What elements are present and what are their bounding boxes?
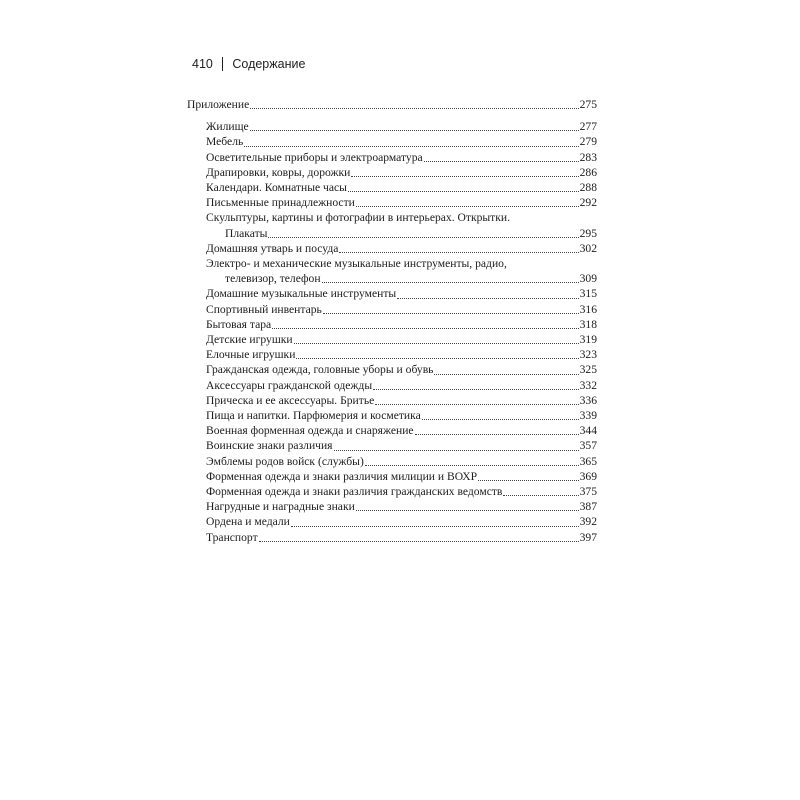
toc-entry[interactable] [187, 393, 597, 408]
toc-entry-title: Эмблемы родов войск (службы) [206, 454, 364, 468]
dot-leader [272, 328, 578, 329]
toc-entry-title: Домашняя утварь и посуда [206, 241, 339, 255]
toc-entry-page: 339 [579, 409, 597, 423]
dot-leader [339, 252, 578, 253]
dot-leader [259, 541, 579, 542]
toc-entry[interactable] [187, 408, 597, 423]
toc-entry[interactable] [187, 469, 597, 484]
toc-entry-page: 295 [579, 226, 597, 240]
dot-leader [322, 282, 579, 283]
toc-entry[interactable] [187, 378, 597, 393]
toc-entry-multiline[interactable] [187, 210, 597, 240]
dot-leader [250, 108, 578, 109]
dot-leader [244, 146, 578, 147]
table-of-contents [187, 97, 597, 545]
dot-leader [373, 389, 579, 390]
dot-leader [356, 510, 579, 511]
toc-entry-page: 375 [579, 485, 597, 499]
page-number: 410 [192, 57, 213, 71]
toc-entry-title: Транспорт [206, 530, 258, 544]
dot-leader [296, 358, 578, 359]
toc-entry-page: 319 [579, 333, 597, 347]
toc-entry[interactable] [187, 332, 597, 347]
dot-leader [478, 480, 579, 481]
toc-entry-title: Аксессуары гражданской одежды [206, 378, 373, 392]
toc-entry-page: 316 [579, 302, 597, 316]
toc-entry-title: Бытовая тара [206, 317, 272, 331]
toc-entry[interactable] [187, 134, 597, 149]
toc-entry-title: Нагрудные и наградные знаки [206, 500, 355, 514]
toc-entry[interactable] [187, 286, 597, 301]
toc-entry[interactable] [187, 317, 597, 332]
header-divider [222, 57, 224, 71]
toc-entry[interactable] [187, 484, 597, 499]
toc-entry-page: 318 [579, 317, 597, 331]
dot-leader [365, 465, 579, 466]
toc-entry-page: 332 [579, 378, 597, 392]
toc-entry-page: 365 [579, 454, 597, 468]
toc-entry-page: 277 [579, 120, 597, 134]
toc-entry[interactable] [187, 454, 597, 469]
dot-leader [334, 450, 579, 451]
toc-entry-title: Воинские знаки различия [206, 439, 333, 453]
dot-leader [294, 343, 579, 344]
dot-leader [348, 191, 579, 192]
dot-leader [375, 404, 578, 405]
toc-entry-page: 387 [579, 500, 597, 514]
toc-entry-title-line2: Плакаты [225, 226, 268, 240]
toc-entry[interactable] [187, 150, 597, 165]
toc-entry-title-line2: телевизор, телефон [225, 272, 321, 286]
toc-entry-page: 302 [579, 241, 597, 255]
toc-entry-page: 286 [579, 165, 597, 179]
toc-entry[interactable] [187, 165, 597, 180]
toc-entry-appendix[interactable] [187, 97, 597, 112]
toc-entry-page: 336 [579, 393, 597, 407]
toc-entry-title: Ордена и медали [206, 515, 290, 529]
toc-entry-page: 288 [579, 181, 597, 195]
dot-leader [424, 161, 579, 162]
dot-leader [397, 298, 578, 299]
toc-entry-page: 279 [579, 135, 597, 149]
toc-entry[interactable] [187, 438, 597, 453]
running-header [192, 57, 305, 71]
toc-entry-title: Детские игрушки [206, 333, 293, 347]
dot-leader [268, 237, 578, 238]
toc-entry-title: Письменные принадлежности [206, 196, 355, 210]
toc-entry-title: Форменная одежда и знаки различия милиции и ВОХР [206, 469, 478, 483]
toc-entry-title: Спортивный инвентарь [206, 302, 322, 316]
toc-entry-page: 309 [579, 272, 597, 286]
toc-entry-title: Календари. Комнатные часы [206, 181, 347, 195]
toc-entry-title: Гражданская одежда, головные уборы и обувь [206, 363, 434, 377]
toc-entry[interactable] [187, 180, 597, 195]
toc-entry-page: 397 [579, 530, 597, 544]
toc-entry-page: 315 [579, 287, 597, 301]
toc-entry-page: 323 [579, 348, 597, 362]
dot-leader [434, 374, 578, 375]
toc-entry-page: 344 [579, 424, 597, 438]
toc-entry[interactable] [187, 241, 597, 256]
toc-entry-title-line1: Электро- и механические музыкальные инструменты, радио, [206, 257, 507, 271]
toc-entry[interactable] [187, 514, 597, 529]
toc-entry[interactable] [187, 347, 597, 362]
toc-entry[interactable] [187, 499, 597, 514]
dot-leader [323, 313, 579, 314]
dot-leader [291, 526, 579, 527]
toc-entry-title: Пища и напитки. Парфюмерия и косметика [206, 409, 421, 423]
toc-entry-page: 292 [579, 196, 597, 210]
toc-entry[interactable] [187, 530, 597, 545]
dot-leader [415, 434, 579, 435]
toc-entry[interactable] [187, 362, 597, 377]
toc-entry-page: 275 [579, 98, 597, 111]
toc-entry-title: Домашние музыкальные инструменты [206, 287, 397, 301]
toc-entry-title-line1: Скульптуры, картины и фотографии в интерьерах. Открытки. [206, 211, 510, 225]
toc-entry-page: 357 [579, 439, 597, 453]
dot-leader [503, 495, 578, 496]
dot-leader [356, 206, 579, 207]
dot-leader [351, 176, 578, 177]
toc-entry-page: 325 [579, 363, 597, 377]
toc-entry[interactable] [187, 119, 597, 134]
toc-entry[interactable] [187, 423, 597, 438]
toc-entry-title: Драпировки, ковры, дорожки [206, 165, 351, 179]
toc-entry-title: Военная форменная одежда и снаряжение [206, 424, 414, 438]
toc-entry-title: Жилище [206, 120, 249, 134]
toc-entry-title: Форменная одежда и знаки различия гражданских ведомств [206, 485, 503, 499]
toc-entry-page: 392 [579, 515, 597, 529]
toc-entry-title: Приложение [187, 98, 250, 111]
section-title: Содержание [232, 57, 306, 71]
toc-entry-multiline[interactable] [187, 256, 597, 286]
toc-entry-title: Елочные игрушки [206, 348, 296, 362]
toc-entry-title: Прическа и ее аксессуары. Бритье [206, 393, 375, 407]
toc-entry[interactable] [187, 302, 597, 317]
toc-entry-title: Осветительные приборы и электроарматура [206, 150, 423, 164]
dot-leader [422, 419, 579, 420]
toc-entry-page: 283 [579, 150, 597, 164]
toc-entry-title: Мебель [206, 135, 244, 149]
dot-leader [250, 130, 579, 131]
toc-entry[interactable] [187, 195, 597, 210]
toc-entry-page: 369 [579, 469, 597, 483]
